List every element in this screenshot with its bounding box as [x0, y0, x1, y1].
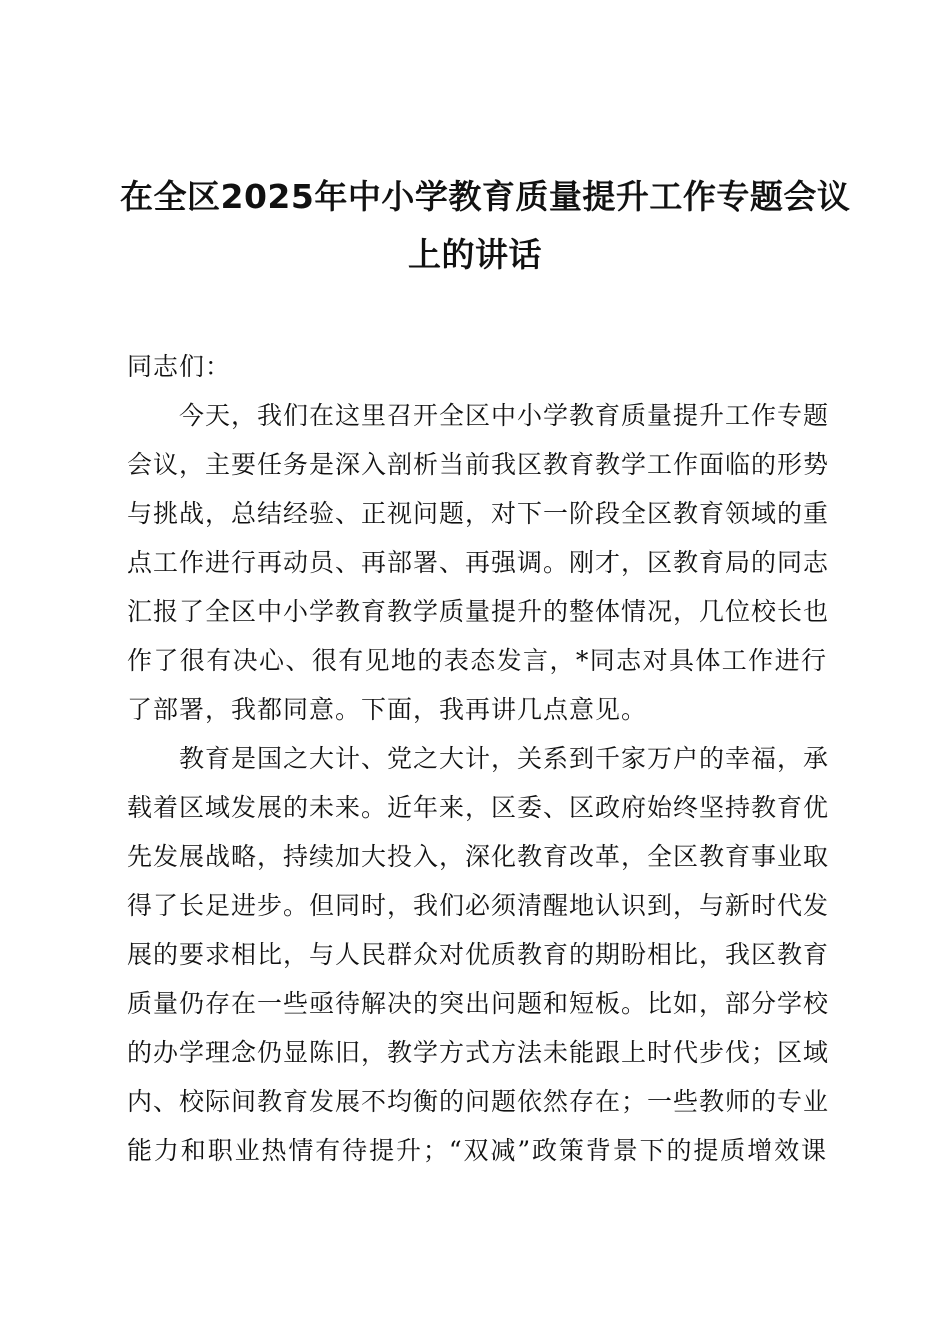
paragraph-line: 与挑战，总结经验、正视问题，对下一阶段全区教育领域的重: [127, 499, 830, 528]
paragraph-1: [127, 391, 830, 734]
paragraph-line: 内、校际间教育发展不均衡的问题依然存在；一些教师的专业: [127, 1087, 830, 1116]
salutation: 同志们：: [127, 352, 232, 381]
paragraph-line: 会议，主要任务是深入剖析当前我区教育教学工作面临的形势: [127, 450, 830, 479]
document-title: [120, 168, 851, 284]
paragraph-line: 展的要求相比，与人民群众对优质教育的期盼相比，我区教育: [127, 940, 830, 969]
paragraph-line: 点工作进行再动员、再部署、再强调。刚才，区教育局的同志: [127, 548, 830, 577]
paragraph-line: 汇报了全区中小学教育教学质量提升的整体情况，几位校长也: [127, 597, 830, 626]
paragraph-line: 能力和职业热情有待提升；“双减”政策背景下的提质增效课: [127, 1136, 827, 1165]
title-line-2: 上的讲话: [408, 235, 542, 274]
paragraph-line: 作了很有决心、很有见地的表态发言，*同志对具体工作进行: [127, 646, 827, 675]
paragraph-line: 得了长足进步。但同时，我们必须清醒地认识到，与新时代发: [127, 891, 830, 920]
paragraph-2: [127, 734, 830, 1175]
document-body: [127, 342, 830, 1175]
paragraph-line: 载着区域发展的未来。近年来，区委、区政府始终坚持教育优: [127, 793, 830, 822]
paragraph-line: 的办学理念仍显陈旧，教学方式方法未能跟上时代步伐；区域: [127, 1038, 830, 1067]
title-line-1: 在全区2025年中小学教育质量提升工作专题会议: [120, 177, 851, 216]
paragraph-line: 了部署，我都同意。下面，我再讲几点意见。: [127, 695, 648, 724]
paragraph-line: 先发展战略，持续加大投入，深化教育改革，全区教育事业取: [127, 842, 830, 871]
paragraph-line: 今天，我们在这里召开全区中小学教育质量提升工作专题: [179, 401, 830, 430]
paragraph-line: 教育是国之大计、党之大计，关系到千家万户的幸福，承: [179, 744, 830, 773]
paragraph-line: 质量仍存在一些亟待解决的突出问题和短板。比如，部分学校: [127, 989, 830, 1018]
